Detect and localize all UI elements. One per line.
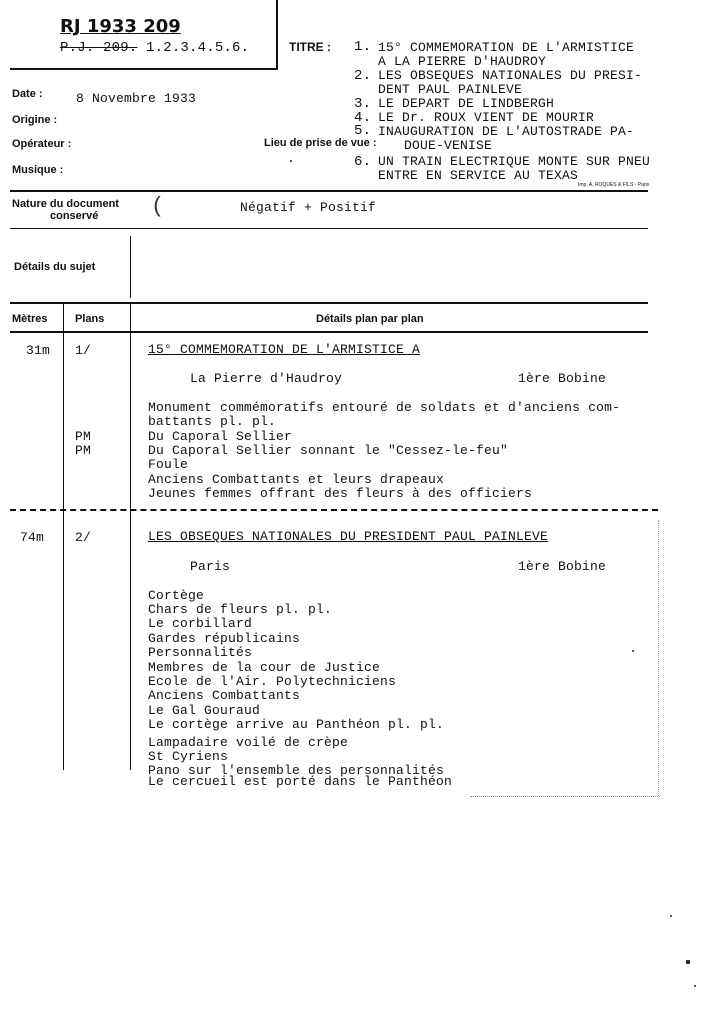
date-value: 8 Novembre 1933 (76, 91, 197, 106)
nature-bottom-rule (10, 228, 648, 229)
nature-label-line-2: conservé (50, 210, 99, 222)
title-3-line-1: LE DEPART DE LINDBERGH (378, 96, 555, 111)
row-2-line-7: Ecole de l'Air. Polytechniciens (148, 674, 397, 689)
row-2-line-2: Chars de fleurs pl. pl. (148, 602, 333, 617)
scan-speck (686, 960, 690, 964)
title-4-number: 4. (354, 110, 372, 126)
title-1-line-2: A LA PIERRE D'HAUDROY (378, 54, 547, 69)
handwritten-reference: RJ 1933 209 (60, 16, 181, 37)
scan-speck (290, 160, 292, 162)
title-5-line-2: DOUE-VENISE (404, 138, 493, 153)
row-1-line-4-mark: PM (75, 443, 92, 458)
details-sujet-bracket (130, 236, 131, 298)
typed-reference (60, 40, 249, 56)
table-header-bottom-rule (10, 331, 648, 333)
column-divider-1 (63, 304, 64, 770)
row-2-line-11: Lampadaire voilé de crèpe (148, 735, 349, 750)
row-2-plan: 2/ (75, 530, 92, 545)
title-2-line-1: LES OBSEQUES NATIONALES DU PRESI- (378, 68, 643, 83)
row-1-heading: 15° COMMEMORATION DE L'ARMISTICE A (148, 342, 421, 357)
nature-brace: ( (151, 194, 165, 219)
ref-box-right-border (276, 0, 278, 68)
column-header-metres: Mètres (12, 313, 48, 325)
title-2-line-2: DENT PAUL PAINLEVE (378, 82, 523, 97)
row-1-line-5: Foule (148, 457, 189, 472)
row-1-line-1: Monument commémoratifs entouré de soldats et d'anciens com- (148, 400, 621, 415)
title-6-line-2: ENTRE EN SERVICE AU TEXAS (378, 168, 579, 183)
scan-speck (694, 985, 696, 987)
row-1-metres: 31m (26, 343, 51, 358)
row-separator (10, 509, 658, 511)
bottom-dotted-edge (470, 796, 660, 797)
scan-speck (632, 650, 634, 652)
row-2-heading: LES OBSEQUES NATIONALES DU PRESIDENT PAUL PAINLEVE (148, 529, 549, 544)
column-header-plans: Plans (75, 313, 105, 325)
nature-label-line-1: Nature du document (12, 198, 119, 210)
row-1-place: La Pierre d'Haudroy (190, 371, 343, 386)
table-header-top-rule (10, 302, 648, 304)
title-5-number: 5. (354, 123, 372, 139)
title-1-number: 1. (354, 39, 372, 55)
row-2-line-4: Gardes républicains (148, 631, 301, 646)
row-1-line-3-mark: PM (75, 429, 92, 444)
row-2-bobine: 1ère Bobine (518, 559, 607, 574)
title-3-number: 3. (354, 96, 372, 112)
details-sujet-label: Détails du sujet (14, 261, 96, 273)
row-1-plan: 1/ (75, 343, 92, 358)
row-2-line-9: Le Gal Gouraud (148, 703, 261, 718)
row-2-line-10: Le cortège arrive au Panthéon pl. pl. (148, 717, 445, 732)
row-2-line-3: Le corbillard (148, 616, 253, 631)
row-2-line-13: Pano sur l'ensemble des personnalités (148, 763, 445, 778)
row-1-bobine: 1ère Bobine (518, 371, 607, 386)
row-2-line-14: Le cercueil est porté dans le Panthéon (148, 774, 453, 789)
struck-reference: P.J. 209. (60, 40, 138, 56)
scan-speck (670, 915, 672, 917)
title-4-line-1: LE Dr. ROUX VIENT DE MOURIR (378, 110, 595, 125)
row-1-line-6: Anciens Combattants et leurs drapeaux (148, 472, 445, 487)
right-dotted-edge (658, 520, 659, 796)
origine-label: Origine : (12, 114, 58, 126)
title-6-line-1: UN TRAIN ELECTRIQUE MONTE SUR PNEU (378, 154, 651, 169)
row-2-place: Paris (190, 559, 231, 574)
column-header-details: Détails plan par plan (316, 313, 424, 325)
reference-parts: 1.2.3.4.5.6. (137, 40, 250, 56)
musique-label: Musique : (12, 164, 64, 176)
title-1-line-1: 15° COMMEMORATION DE L'ARMISTICE (378, 40, 635, 55)
row-2-metres: 74m (20, 530, 45, 545)
printer-mark: Imp. A. ROQUES & FILS - Paris (578, 182, 650, 188)
date-label: Date : (12, 88, 43, 100)
nature-top-rule (10, 190, 648, 192)
ref-box-bottom-border (10, 68, 278, 70)
title-2-number: 2. (354, 68, 372, 84)
row-2-line-1: Cortège (148, 588, 205, 603)
row-1-line-4: Du Caporal Sellier sonnant le "Cessez-le-feu" (148, 443, 509, 458)
row-2-line-12: St Cyriens (148, 749, 229, 764)
titre-label: TITRE : (289, 40, 331, 54)
title-5-line-1: INAUGURATION DE L'AUTOSTRADE PA- (378, 124, 635, 139)
column-divider-2 (130, 304, 131, 770)
row-2-line-5: Personnalités (148, 645, 253, 660)
row-1-line-7: Jeunes femmes offrant des fleurs à des officiers (148, 486, 533, 501)
row-2-line-8: Anciens Combattants (148, 688, 301, 703)
title-6-number: 6. (354, 154, 372, 170)
operateur-label: Opérateur : (12, 138, 72, 150)
lieu-label: Lieu de prise de vue : (264, 137, 377, 149)
row-2-line-6: Membres de la cour de Justice (148, 660, 381, 675)
row-1-line-2: battants pl. pl. (148, 414, 277, 429)
row-1-line-3: Du Caporal Sellier (148, 429, 293, 444)
nature-value: Négatif + Positif (240, 200, 377, 215)
